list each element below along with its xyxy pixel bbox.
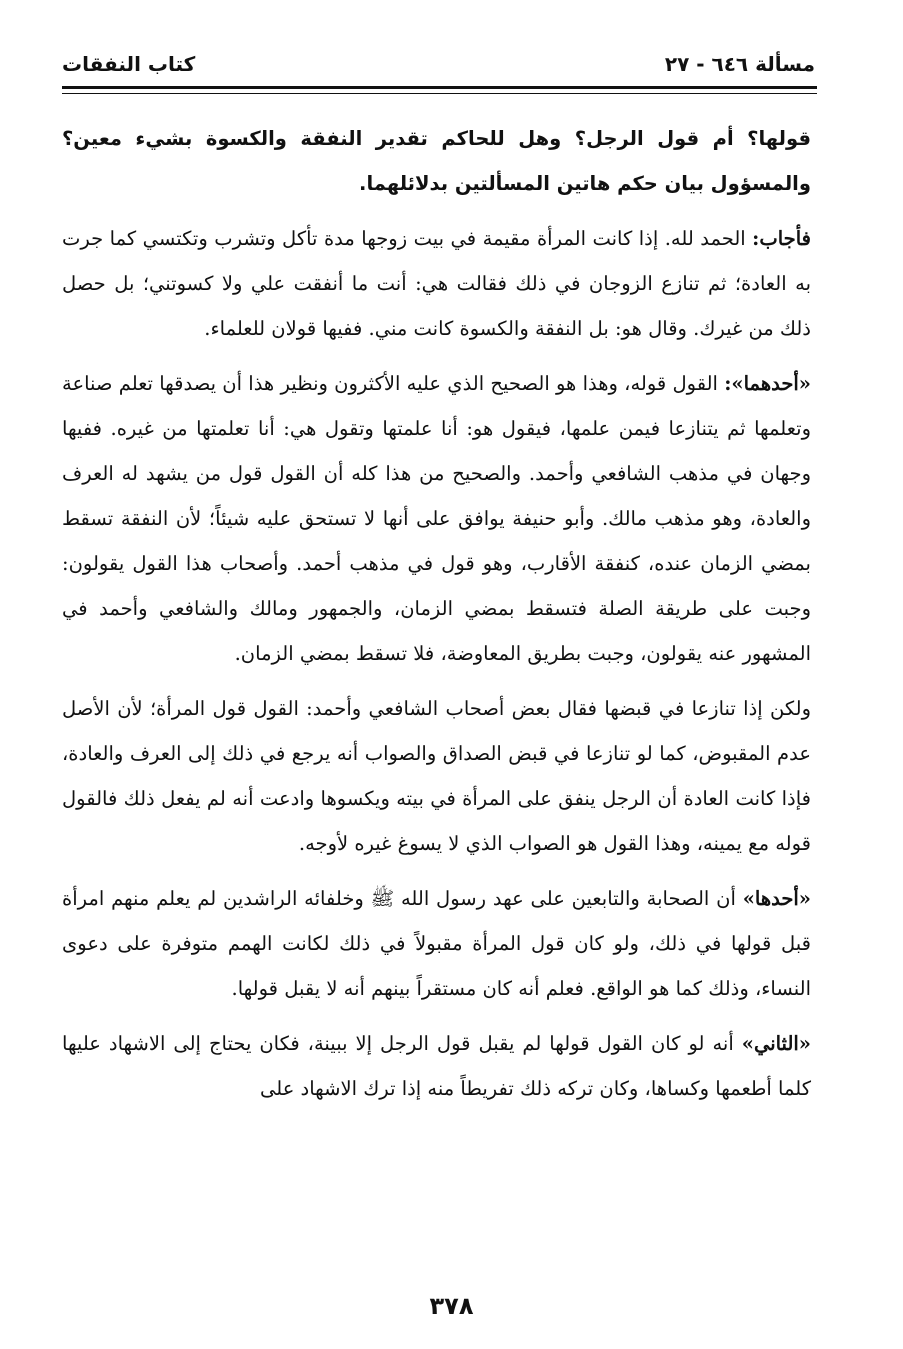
paragraph-reason-one — [62, 876, 811, 1011]
paragraph-text: الحمد لله. إذا كانت المرأة مقيمة في بيت زوجها مدة تأكل وتشرب وتكتسي كما جرت به العادة؛ ثم تنازع الزوجان في ذلك فقالت هي: أنت ما أنفقت علي ولا كسوتني؛ بل حصل ذلك من غيرك. وقال هو: بل النفقة والكسوة كانت مني. ففيها قولان للعلماء. — [62, 227, 811, 340]
paragraph-text: ولكن إذا تنازعا في قبضها فقال بعض أصحاب الشافعي وأحمد: القول قول المرأة؛ لأن الأصل عدم المقبوض، كما لو تنازعا في قبض الصداق والصواب أنه يرجع في ذلك إلى العرف والعادة، فإذا كانت العادة أن الرجل ينفق على المرأة في بيته ويكسوها وادعت أنه لم يفعل ذلك فالقول قوله مع يمينه، وهذا القول هو الصواب الذي لا يسوغ غيره لأوجه. — [62, 697, 811, 855]
header-divider — [62, 86, 817, 94]
paragraph-lead: «الثاني» — [741, 1032, 811, 1055]
header-book-title: كتاب النفقات — [62, 52, 196, 76]
paragraph-answer — [62, 216, 811, 351]
paragraph-reason-two — [62, 1021, 811, 1111]
paragraph-lead: «أحدها» — [742, 887, 811, 910]
paragraph-first-opinion — [62, 361, 811, 676]
running-header — [62, 44, 815, 84]
header-section-number: مسألة ٦٤٦ - ٢٧ — [664, 52, 815, 76]
page-number: ٣٧٨ — [429, 1292, 474, 1320]
paragraph-lead: «أحدهما»: — [724, 372, 811, 395]
body-text — [62, 116, 811, 1121]
paragraph-lead: فأجاب: — [752, 227, 811, 250]
paragraph-text: أنه لو كان القول قولها لم يقبل قول الرجل إلا ببينة، فكان يحتاج إلى الاشهاد عليها كلما أطعمها وكساها، وكان تركه ذلك تفريطاً منه إذا ترك الاشهاد على — [62, 1032, 811, 1100]
paragraph-dispute — [62, 686, 811, 866]
paragraph-text: قولها؟ أم قول الرجل؟ وهل للحاكم تقدير النفقة والكسوة بشيء معين؟ والمسؤول بيان حكم هاتين المسألتين بدلائلهما. — [62, 127, 811, 195]
paragraph-question-end — [62, 116, 811, 206]
paragraph-text: أن الصحابة والتابعين على عهد رسول الله ﷺ وخلفائه الراشدين لم يعلم منهم امرأة قبل قولها في ذلك، ولو كان قول المرأة مقبولاً في ذلك لكانت الهمم متوفرة على دعوى النساء، وذلك كما هو الواقع. فعلم أنه كان مستقراً بينهم أنه لا يقبل قولها. — [62, 887, 811, 1000]
paragraph-text: القول قوله، وهذا هو الصحيح الذي عليه الأكثرون ونظير هذا أن يصدقها تعلم صناعة وتعلمها ثم يتنازعا فيمن علمها، فيقول هو: أنا علمتها وتقول هي: أنا تعلمتها من غيره. ففيها وجهان في مذهب الشافعي وأحمد. والصحيح من هذا كله أن القول قول من يشهد له العرف والعادة، وهو مذهب مالك. وأبو حنيفة يوافق على أنها لا تستحق عليه شيئاً؛ لأن النفقة تسقط بمضي الزمان عنده، كنفقة الأقارب، وهو قول في مذهب أحمد. وأصحاب هذا القول يقولون: وجبت على طريقة الصلة فتسقط بمضي الزمان، والجمهور ومالك والشافعي وأحمد في المشهور عنه يقولون، وجبت بطريق المعاوضة، فلا تسقط بمضي الزمان. — [62, 372, 811, 665]
